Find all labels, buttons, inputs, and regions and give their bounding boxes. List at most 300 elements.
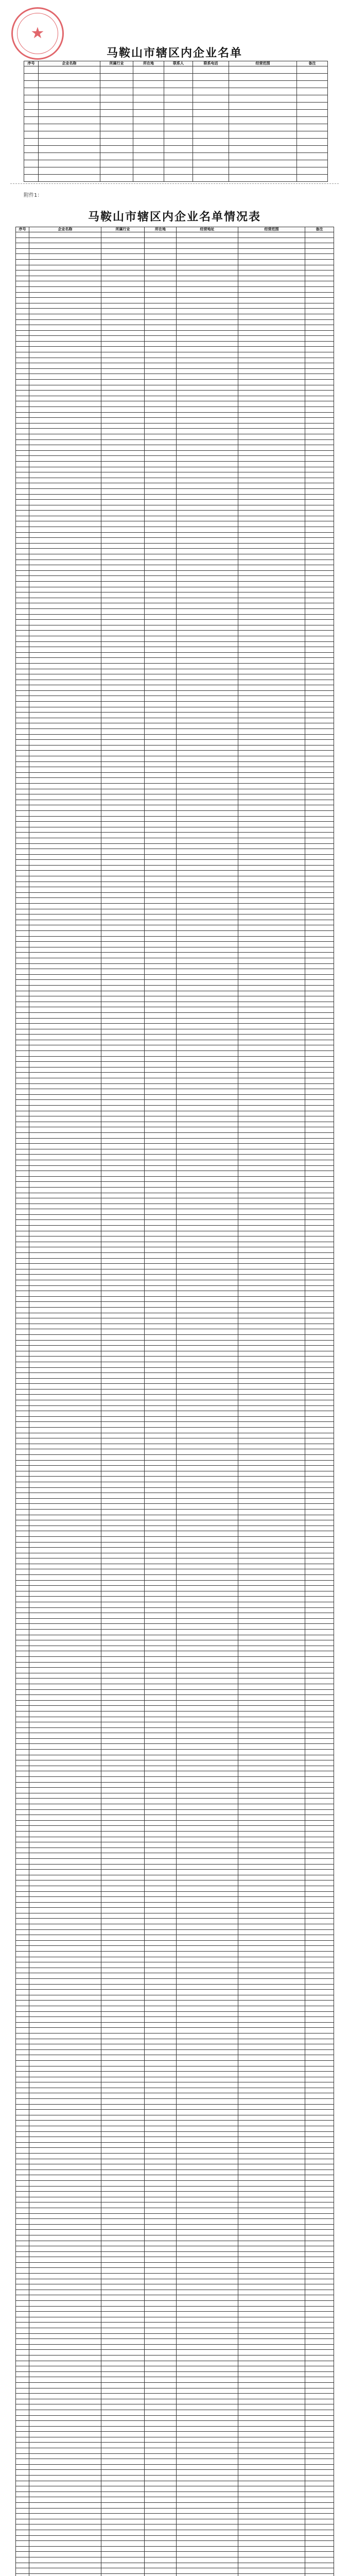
main-table-row — [16, 358, 334, 363]
main-table-cell — [101, 1411, 145, 1417]
main-table-cell — [29, 1848, 101, 1853]
main-table-cell — [101, 1449, 145, 1455]
main-table-cell — [29, 2524, 101, 2530]
main-table-cell — [29, 2197, 101, 2202]
main-table-row — [16, 380, 334, 385]
main-table-cell — [29, 543, 101, 549]
main-table-cell — [145, 2497, 177, 2503]
main-table-cell — [238, 2503, 305, 2509]
main-table-row — [16, 1597, 334, 1602]
main-table-cell — [238, 1515, 305, 1520]
main-table-cell — [177, 904, 238, 909]
main-table-cell — [238, 1968, 305, 1973]
main-table-cell — [16, 2514, 29, 2519]
main-table-cell — [177, 527, 238, 533]
main-table-cell — [305, 254, 334, 260]
top-table-cell — [100, 88, 133, 95]
main-table-cell — [29, 1902, 101, 1908]
main-table-cell — [305, 1891, 334, 1897]
top-table-cell — [100, 95, 133, 103]
main-table-cell — [305, 412, 334, 418]
main-table-cell — [101, 1531, 145, 1537]
main-table-row — [16, 1182, 334, 1188]
main-table-cell — [238, 1029, 305, 1035]
main-table-cell — [29, 2251, 101, 2257]
main-table-cell — [101, 1416, 145, 1422]
main-table-cell — [101, 1296, 145, 1302]
main-table-cell — [177, 1324, 238, 1329]
main-table-cell — [238, 1957, 305, 1962]
main-table-cell — [145, 592, 177, 598]
main-table-cell — [101, 2017, 145, 2023]
main-table-cell — [305, 1777, 334, 1783]
main-table-cell — [16, 1214, 29, 1220]
main-table-cell — [16, 1957, 29, 1962]
main-table-cell — [16, 838, 29, 843]
main-table-cell — [177, 876, 238, 882]
main-table-row — [16, 751, 334, 756]
main-table-row — [16, 800, 334, 805]
main-table-cell — [305, 2382, 334, 2388]
main-table-cell — [101, 783, 145, 789]
main-table-cell — [305, 2262, 334, 2268]
main-table-cell — [305, 1630, 334, 1635]
main-table-cell — [238, 608, 305, 614]
main-table-cell — [238, 309, 305, 314]
main-table-cell — [16, 2131, 29, 2137]
main-table-cell — [238, 1755, 305, 1760]
main-table-cell — [16, 690, 29, 696]
main-table-row — [16, 456, 334, 462]
main-table-cell — [238, 620, 305, 625]
main-table-cell — [16, 865, 29, 871]
main-table-cell — [177, 450, 238, 456]
main-table-cell — [29, 1411, 101, 1417]
main-table-cell — [177, 1334, 238, 1340]
main-table-cell — [177, 2421, 238, 2427]
main-table-cell — [16, 598, 29, 603]
main-table-cell — [16, 1296, 29, 1302]
main-table-cell — [101, 1880, 145, 1886]
main-table-cell — [29, 2333, 101, 2339]
main-table-cell — [305, 2312, 334, 2317]
main-table-cell — [101, 2170, 145, 2175]
main-table-cell — [16, 1799, 29, 1804]
main-table-cell — [305, 1684, 334, 1689]
top-table-cell — [193, 88, 229, 95]
main-table-cell — [29, 1656, 101, 1662]
top-table-cell — [297, 110, 328, 117]
main-table-cell — [177, 1646, 238, 1651]
main-table-cell — [145, 2470, 177, 2476]
main-table-cell — [16, 734, 29, 740]
main-table-row — [16, 947, 334, 953]
main-table-cell — [29, 2295, 101, 2301]
main-table-cell — [16, 1613, 29, 1619]
main-table-cell — [238, 1428, 305, 1433]
main-table-cell — [305, 380, 334, 385]
main-table-cell — [16, 565, 29, 571]
main-table-row — [16, 958, 334, 963]
main-table-cell — [29, 1357, 101, 1362]
main-table-cell — [29, 914, 101, 920]
main-table-cell — [145, 2121, 177, 2126]
main-table-cell — [238, 341, 305, 347]
main-table-row — [16, 1160, 334, 1165]
main-table-cell — [145, 2017, 177, 2023]
main-table-cell — [177, 2137, 238, 2143]
main-table-row — [16, 2366, 334, 2372]
main-table-cell — [238, 2530, 305, 2535]
main-table-row — [16, 2044, 334, 2050]
main-table-cell — [101, 1962, 145, 1968]
main-table-cell — [101, 1078, 145, 1084]
main-table-cell — [177, 1679, 238, 1684]
main-table-cell — [238, 1880, 305, 1886]
main-table-cell — [305, 2066, 334, 2072]
main-table-cell — [29, 2437, 101, 2443]
main-table-cell — [305, 1575, 334, 1581]
main-table-cell — [16, 1231, 29, 1236]
main-table-cell — [305, 1837, 334, 1842]
main-table-cell — [101, 1979, 145, 1985]
main-table-cell — [305, 1247, 334, 1253]
main-table-cell — [305, 319, 334, 325]
main-table-row — [16, 2131, 334, 2137]
main-table-row — [16, 2186, 334, 2192]
main-table-cell — [29, 909, 101, 914]
main-table-cell — [29, 1580, 101, 1586]
main-table-cell — [16, 2519, 29, 2524]
main-table-cell — [145, 1144, 177, 1149]
main-table-cell — [177, 456, 238, 462]
main-table-cell — [101, 1984, 145, 1990]
main-table-cell — [101, 336, 145, 342]
main-table-cell — [145, 1334, 177, 1340]
top-table-cell — [133, 117, 164, 124]
main-table-cell — [29, 734, 101, 740]
main-table-row — [16, 2251, 334, 2257]
main-table-cell — [238, 658, 305, 664]
main-table-cell — [16, 587, 29, 592]
main-table-cell — [177, 1045, 238, 1051]
main-table-cell — [177, 592, 238, 598]
main-table-row — [16, 1968, 334, 1973]
main-table-cell — [145, 1515, 177, 1520]
main-table-cell — [177, 298, 238, 303]
main-table-cell — [29, 1029, 101, 1035]
main-table-cell — [145, 1750, 177, 1755]
main-table-cell — [101, 363, 145, 369]
main-table-cell — [177, 598, 238, 603]
main-table-cell — [16, 1422, 29, 1428]
main-table-row — [16, 833, 334, 838]
main-table-cell — [305, 554, 334, 560]
main-table-cell — [29, 1231, 101, 1236]
main-table-cell — [29, 1204, 101, 1209]
main-table-cell — [238, 1116, 305, 1122]
main-table-cell — [101, 1045, 145, 1051]
main-table-cell — [145, 401, 177, 407]
main-table-cell — [16, 625, 29, 631]
main-table-cell — [305, 1051, 334, 1057]
top-table-cell — [164, 175, 193, 182]
main-table-cell — [238, 1466, 305, 1471]
main-table-cell — [29, 325, 101, 331]
main-table-cell — [177, 565, 238, 571]
main-table-cell — [177, 936, 238, 942]
main-table-cell — [16, 925, 29, 931]
main-table-cell — [29, 248, 101, 254]
main-table-cell — [29, 1498, 101, 1504]
top-table-cell — [229, 139, 297, 146]
main-table-cell — [177, 2535, 238, 2541]
main-table-row — [16, 286, 334, 292]
main-table-cell — [16, 2235, 29, 2241]
main-table-cell — [101, 1007, 145, 1013]
main-table-cell — [16, 2301, 29, 2307]
main-table-cell — [145, 871, 177, 876]
main-table-cell — [16, 2563, 29, 2568]
main-table-cell — [29, 1307, 101, 1313]
main-table-cell — [145, 2371, 177, 2377]
main-table-cell — [101, 1782, 145, 1788]
main-table-cell — [101, 887, 145, 893]
main-table-cell — [16, 2459, 29, 2465]
main-table-cell — [16, 810, 29, 816]
main-table-cell — [29, 243, 101, 249]
main-table-cell — [238, 1624, 305, 1630]
main-table-cell — [238, 2039, 305, 2044]
main-table-cell — [238, 1504, 305, 1510]
main-table-cell — [101, 2049, 145, 2055]
main-table-cell — [145, 1782, 177, 1788]
main-table-cell — [29, 849, 101, 855]
top-table-cell — [297, 160, 328, 167]
main-table-cell — [177, 974, 238, 980]
main-table-row — [16, 2039, 334, 2044]
main-table-row — [16, 2486, 334, 2492]
main-table-cell — [238, 1913, 305, 1919]
main-table-cell — [177, 1504, 238, 1510]
main-table-cell — [29, 729, 101, 735]
main-table-cell — [16, 385, 29, 391]
main-table-cell — [238, 1313, 305, 1318]
main-table-cell — [177, 1062, 238, 1067]
main-table-cell — [305, 794, 334, 800]
main-table-cell — [238, 2437, 305, 2443]
top-table-row — [24, 74, 328, 81]
main-table-cell — [145, 1853, 177, 1859]
main-table-cell — [238, 783, 305, 789]
main-table-cell — [305, 1334, 334, 1340]
main-table-cell — [238, 232, 305, 238]
main-table-cell — [305, 1662, 334, 1668]
main-table-cell — [29, 2514, 101, 2519]
main-table-cell — [305, 1607, 334, 1613]
main-table-cell — [145, 538, 177, 544]
main-table-cell — [145, 2410, 177, 2415]
main-table-cell — [16, 772, 29, 778]
main-table-cell — [29, 718, 101, 723]
main-table-cell — [177, 1487, 238, 1493]
main-table-cell — [101, 800, 145, 805]
main-table-cell — [145, 1689, 177, 1695]
main-table-cell — [305, 1760, 334, 1766]
main-table-cell — [29, 254, 101, 260]
main-table-cell — [101, 1526, 145, 1531]
main-table-cell — [29, 336, 101, 342]
main-table-cell — [101, 2104, 145, 2110]
main-table-cell — [238, 1651, 305, 1657]
main-table-cell — [145, 243, 177, 249]
main-table-cell — [177, 2279, 238, 2284]
main-table-cell — [145, 429, 177, 434]
top-table-row — [24, 160, 328, 167]
main-table-cell — [29, 391, 101, 396]
main-table-cell — [29, 1526, 101, 1531]
main-table-cell — [29, 1040, 101, 1045]
main-table-cell — [145, 2268, 177, 2274]
main-table-cell — [29, 603, 101, 609]
main-table-cell — [29, 2432, 101, 2437]
main-table-row — [16, 1438, 334, 1444]
main-table-cell — [16, 2028, 29, 2033]
main-table-cell — [101, 2224, 145, 2230]
main-table-cell — [16, 363, 29, 369]
main-table-cell — [101, 2055, 145, 2061]
main-table-cell — [177, 2142, 238, 2148]
main-table-cell — [16, 2426, 29, 2432]
main-table-cell — [177, 461, 238, 467]
main-table-row — [16, 723, 334, 729]
main-table-cell — [101, 450, 145, 456]
main-table-cell — [16, 407, 29, 413]
main-table-row — [16, 2415, 334, 2421]
main-table-cell — [177, 1908, 238, 1913]
main-table-cell — [305, 1155, 334, 1160]
main-table-row — [16, 1012, 334, 1018]
main-table-cell — [177, 2371, 238, 2377]
main-table-cell — [238, 1182, 305, 1188]
main-table-cell — [238, 1586, 305, 1591]
main-table-cell — [101, 980, 145, 986]
main-table-cell — [101, 761, 145, 767]
main-table-cell — [305, 652, 334, 658]
main-table-cell — [29, 1575, 101, 1581]
main-table-cell — [29, 2382, 101, 2388]
main-table-row — [16, 1002, 334, 1007]
main-table-cell — [238, 2361, 305, 2366]
main-table-cell — [29, 232, 101, 238]
main-table-row — [16, 2154, 334, 2159]
main-table-cell — [305, 669, 334, 674]
main-table-cell — [145, 838, 177, 843]
main-table-row — [16, 1952, 334, 1957]
main-table-cell — [145, 1209, 177, 1215]
main-table-cell — [29, 423, 101, 429]
main-table-row — [16, 1138, 334, 1144]
main-table-cell — [305, 527, 334, 533]
main-table-cell — [305, 1897, 334, 1903]
main-table-cell — [238, 2072, 305, 2077]
main-table-cell — [16, 429, 29, 434]
top-table-cell — [297, 139, 328, 146]
main-table-cell — [145, 2044, 177, 2050]
main-table-cell — [238, 243, 305, 249]
main-table-row — [16, 450, 334, 456]
main-table-cell — [177, 1771, 238, 1777]
main-table-cell — [29, 2099, 101, 2105]
main-table-cell — [177, 2121, 238, 2126]
main-table-row — [16, 1957, 334, 1962]
th-main-location: 所在地 — [145, 227, 177, 232]
main-table-cell — [305, 925, 334, 931]
main-table-cell — [29, 1750, 101, 1755]
main-table-cell — [177, 702, 238, 707]
main-table-cell — [305, 1116, 334, 1122]
main-table-cell — [145, 1771, 177, 1777]
main-table-cell — [305, 942, 334, 947]
main-table-cell — [238, 2274, 305, 2279]
main-table-cell — [177, 1002, 238, 1007]
main-table-cell — [305, 1165, 334, 1171]
main-table-cell — [177, 467, 238, 472]
main-table-row — [16, 2453, 334, 2459]
main-table-cell — [16, 1733, 29, 1739]
main-table-row — [16, 2230, 334, 2235]
top-table-cell — [39, 153, 100, 160]
main-table-row — [16, 1750, 334, 1755]
top-table-header-row — [24, 61, 328, 66]
main-table-cell — [16, 2044, 29, 2050]
main-table-cell — [29, 488, 101, 494]
main-table-row — [16, 887, 334, 893]
main-table-cell — [29, 281, 101, 287]
main-table-cell — [238, 2066, 305, 2072]
main-table-cell — [145, 663, 177, 669]
main-table-cell — [238, 336, 305, 342]
main-table-cell — [238, 1384, 305, 1389]
main-table-cell — [101, 860, 145, 866]
main-table-cell — [16, 1673, 29, 1679]
main-table-cell — [16, 330, 29, 336]
main-table-cell — [101, 1236, 145, 1242]
main-table-cell — [305, 1946, 334, 1952]
main-table-cell — [145, 2011, 177, 2017]
main-table-cell — [29, 1405, 101, 1411]
main-table-cell — [145, 2279, 177, 2284]
main-table-cell — [29, 614, 101, 620]
main-table-row — [16, 1187, 334, 1193]
main-table-cell — [177, 543, 238, 549]
main-table-cell — [16, 1509, 29, 1515]
main-table-cell — [238, 2328, 305, 2334]
main-table-cell — [305, 904, 334, 909]
main-table-cell — [16, 1012, 29, 1018]
main-table-cell — [177, 625, 238, 631]
main-table-cell — [177, 827, 238, 833]
main-table-row — [16, 1553, 334, 1558]
main-table-cell — [238, 1127, 305, 1133]
main-table-cell — [305, 2011, 334, 2017]
main-table-cell — [177, 1389, 238, 1395]
main-table-cell — [29, 1733, 101, 1739]
main-table-row — [16, 418, 334, 423]
main-table-cell — [145, 996, 177, 1002]
main-table-cell — [177, 494, 238, 500]
main-table-row — [16, 2093, 334, 2099]
